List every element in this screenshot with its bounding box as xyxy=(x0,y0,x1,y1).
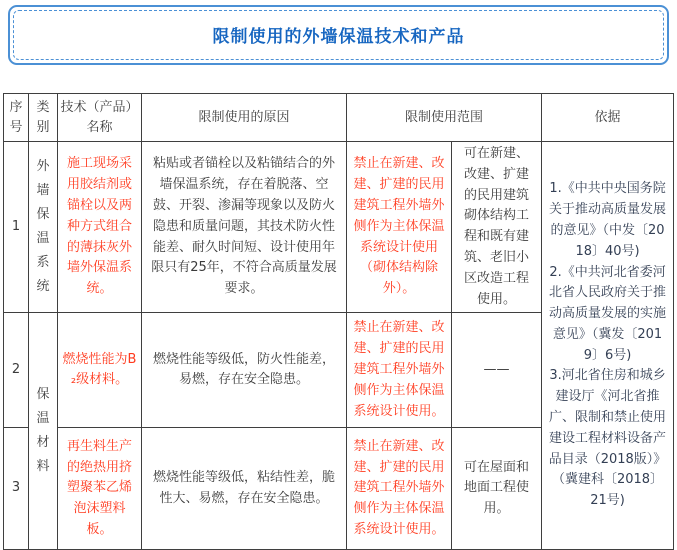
header-reason: 限制使用的原因 xyxy=(142,94,347,142)
cell-scope-prohibited: 禁止在新建、改建、扩建的民用建筑工程外墙外侧作为主体保温系统设计使用（砌体结构除外）。 xyxy=(347,142,452,313)
title-banner xyxy=(8,5,669,65)
cell-reason: 燃烧性能等级低，防火性能差，易燃，存在安全隐患。 xyxy=(142,313,347,428)
cell-scope-allowed: —— xyxy=(452,313,542,428)
cell-product-name: 燃烧性能为B₂级材料。 xyxy=(58,313,142,428)
page-title: 限制使用的外墙保温技术和产品 xyxy=(212,27,465,47)
header-basis: 依据 xyxy=(542,94,674,142)
cell-product-name: 施工现场采用胶结剂或锚栓以及两种方式组合的薄抹灰外墙外保温系统。 xyxy=(58,142,142,313)
table-header-row xyxy=(4,94,674,142)
cell-category-wall-system: 外墙保温系统 xyxy=(29,142,58,313)
basis-item-1: 1.《中共中央国务院关于推动高质量发展的意见》（中发〔2018〕40号) xyxy=(549,181,667,259)
basis-item-3: 3.河北省住房和城乡建设厅《河北省推广、限制和禁止使用建设工程材料设备产品目录（2018版）》（冀建科〔2018〕21号) xyxy=(548,368,667,509)
header-product-name: 技术（产品）名称 xyxy=(58,94,142,142)
table-row-1 xyxy=(4,142,674,313)
cell-category-insulation-material: 保温材料 xyxy=(29,313,58,550)
cell-reason: 燃烧性能等级低，粘结性差，脆性大、易燃，存在安全隐患。 xyxy=(142,428,347,550)
header-index: 序号 xyxy=(4,94,29,142)
cell-reason: 粘贴或者锚栓以及粘锚结合的外墙保温系统，存在着脱落、空鼓、开裂、渗漏等现象以及防火隐患和质量问题，其技术防火性能差、耐久时间短、设计使用年限只有25年，不符合高质量发展要求。 xyxy=(142,142,347,313)
cell-scope-prohibited: 禁止在新建、改建、扩建的民用建筑工程外墙外侧作为主体保温系统设计使用。 xyxy=(347,313,452,428)
cell-basis xyxy=(542,142,674,550)
header-category: 类别 xyxy=(29,94,58,142)
cell-index: 2 xyxy=(4,313,29,428)
cell-scope-allowed: 可在屋面和地面工程使用。 xyxy=(452,428,542,550)
basis-item-2: 2.《中共河北省委河北省人民政府关于推动高质量发展的实施意见》（冀发〔2019〕6号) xyxy=(549,264,667,363)
cell-product-name: 再生料生产的绝热用挤塑聚苯乙烯泡沫塑料板。 xyxy=(58,428,142,550)
cell-index: 3 xyxy=(4,428,29,550)
title-banner-inner xyxy=(13,10,664,60)
cell-scope-allowed: 可在新建、改建、扩建的民用建筑砌体结构工程和既有建筑、老旧小区改造工程使用。 xyxy=(452,142,542,313)
cell-scope-prohibited: 禁止在新建、改建、扩建的民用建筑工程外墙外侧作为主体保温系统设计使用。 xyxy=(347,428,452,550)
restricted-products-table xyxy=(3,93,674,550)
header-scope: 限制使用范围 xyxy=(347,94,542,142)
cell-index: 1 xyxy=(4,142,29,313)
